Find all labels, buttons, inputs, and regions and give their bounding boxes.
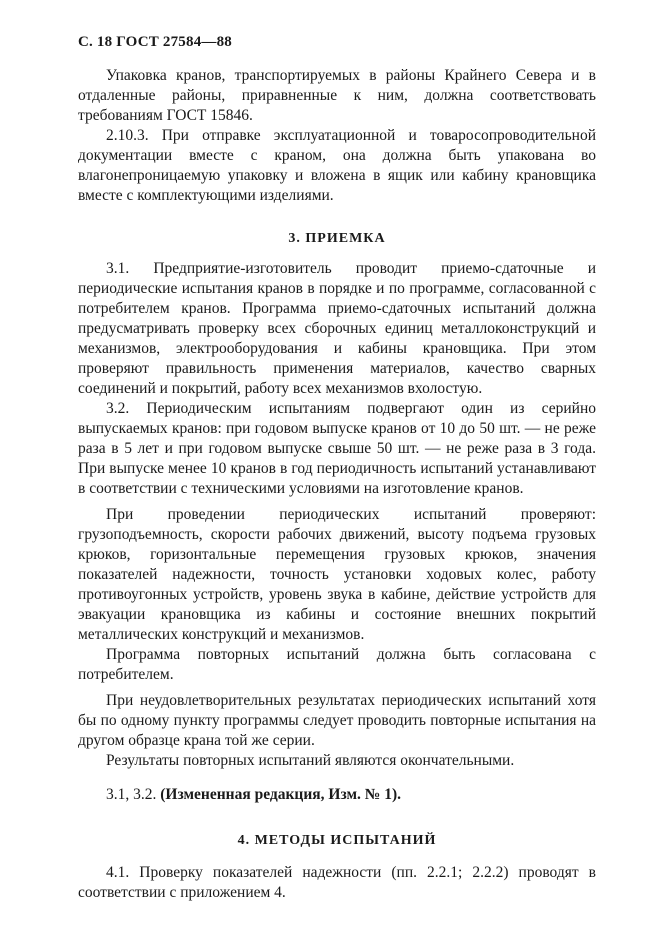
clause-2-10-3: 2.10.3. При отправке эксплуатационной и товаросопроводительной документации вместе с краном, она должна быть упакована во влагонепроницаемую упаковку и вложена в ящик или кабину крановщика вместе с комплектующими изделиями. — [78, 127, 596, 204]
amendment-clauses: 3.1, 3.2. — [106, 786, 161, 803]
section-4-title: 4. МЕТОДЫ ИСПЫТАНИЙ — [237, 833, 437, 848]
repeat-tests-condition: При неудовлетворительных результатах периодических испытаний хотя бы по одному пункту программы следует проводить повторные испытания на другом образце крана той же серии. — [78, 692, 596, 749]
section-3-title: 3. ПРИЕМКА — [288, 231, 386, 246]
clause-3-1: 3.1. Предприятие-изготовитель проводит приемо-сдаточные и периодические испытания кранов в порядке и по программе, согласованной с потребителем кранов. Программа приемо-сдаточных испытаний должна предусматривать проверку всех сборочных единиц металлоконструкций и механизмов, электрооборудования и кабины крановщика. При этом проверяют правильность применения материалов, качество сварных соединений и покрытий, работу всех механизмов вхолостую. — [78, 260, 596, 397]
clause-3-2: 3.2. Периодическим испытаниям подвергают один из серийно выпускаемых кранов: при годовом выпуске кранов от 10 до 50 шт. — не реже раза в 5 лет и при годовом выпуске свыше 50 шт. — не реже раза в 3 года. При выпуске менее 10 кранов в год периодичность испытаний устанавливают в соответствии с техническими условиями на изготовление кранов. — [78, 400, 596, 497]
periodic-tests-list: При проведении периодических испытаний проверяют: грузоподъемность, скорости рабочих движений, высоту подъема грузовых крюков, горизонтальные перемещения грузовых крюков, значения показателей надежности, точность установки ходовых колес, работу противоугонных устройств, уровень звука в кабине, действие устройств для эвакуации крановщика из кабины и состояние внешних покрытий металлических конструкций и механизмов. — [78, 506, 596, 643]
repeat-tests-program: Программа повторных испытаний должна быть согласована с потребителем. — [78, 646, 596, 683]
intro-paragraph-packaging: Упаковка кранов, транспортируемых в районы Крайнего Севера и в отдаленные районы, приравненные к ним, должна соответствовать требованиям ГОСТ 15846. — [78, 67, 596, 124]
amendment-note — [78, 785, 596, 805]
amendment-label: (Измененная редакция, Изм. № 1). — [160, 786, 402, 803]
page-content — [78, 66, 596, 903]
repeat-tests-result: Результаты повторных испытаний являются окончательными. — [106, 752, 515, 769]
clause-4-1: 4.1. Проверку показателей надежности (пп. 2.2.1; 2.2.2) проводят в соответствии с приложением 4. — [78, 864, 596, 901]
page-header: С. 18 ГОСТ 27584—88 — [78, 34, 232, 50]
